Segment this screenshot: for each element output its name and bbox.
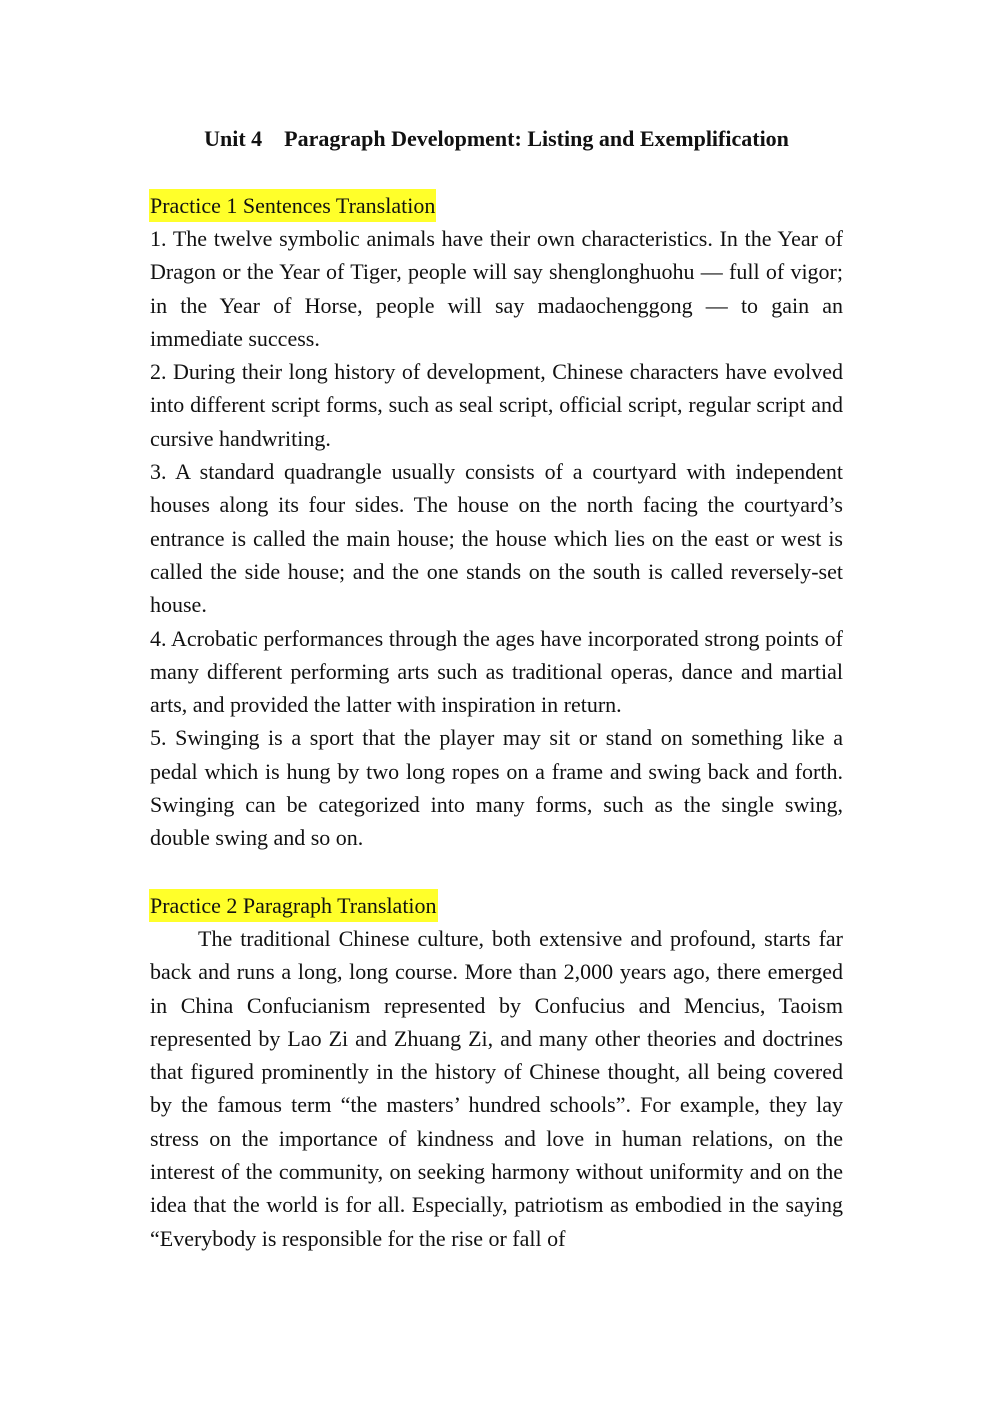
practice-2-section	[150, 889, 843, 1255]
sentence-item-1: 1. The twelve symbolic animals have their own characteristics. In the Year of Dragon or the Year of Tiger, people will say shenglonghuohu — full of vigor; in the Year of Horse, people will say madaochenggong — to gain an immediate success.	[150, 226, 843, 351]
unit-title: Unit 4 Paragraph Development: Listing and Exemplification	[204, 126, 789, 151]
sentence-item-5: 5. Swinging is a sport that the player may sit or stand on something like a pedal which is hung by two long ropes on a frame and swing back and forth. Swinging can be categorized into many forms, such as the single swing, double swing and so on.	[150, 725, 843, 851]
sentence-item-4: 4. Acrobatic performances through the ages have incorporated strong points of many different performing arts such as traditional operas, dance and martial arts, and provided the latter with inspiration in return.	[150, 625, 843, 718]
practice-1-section	[150, 189, 843, 855]
sentence-item-3: 3. A standard quadrangle usually consists of a courtyard with independent houses along its four sides. The house on the north facing the courtyard’s entrance is called the main house; the house which lies on the east or west is called the side house; and the one stands on the south is called reversely-set house.	[150, 459, 843, 618]
sentence-item-2: 2. During their long history of development, Chinese characters have evolved into different script forms, such as seal script, official script, regular script and cursive handwriting.	[150, 359, 843, 451]
practice-2-heading: Practice 2 Paragraph Translation	[149, 889, 438, 922]
practice-1-heading: Practice 1 Sentences Translation	[149, 189, 436, 222]
translation-paragraph: The traditional Chinese culture, both extensive and profound, starts far back and runs a long, long course. More than 2,000 years ago, there emerged in China Confucianism represented by Confucius and Mencius, Taoism represented by Lao Zi and Zhuang Zi, and many other theories and doctrines that figured prominently in the history of Chinese thought, all being covered by the famous term “the masters’ hundred schools”. For example, they lay stress on the importance of kindness and love in human relations, on the interest of the community, on seeking harmony without uniformity and on the idea that the world is for all. Especially, patriotism as embodied in the saying “Everybody is responsible for the rise or fall of	[150, 926, 843, 1251]
